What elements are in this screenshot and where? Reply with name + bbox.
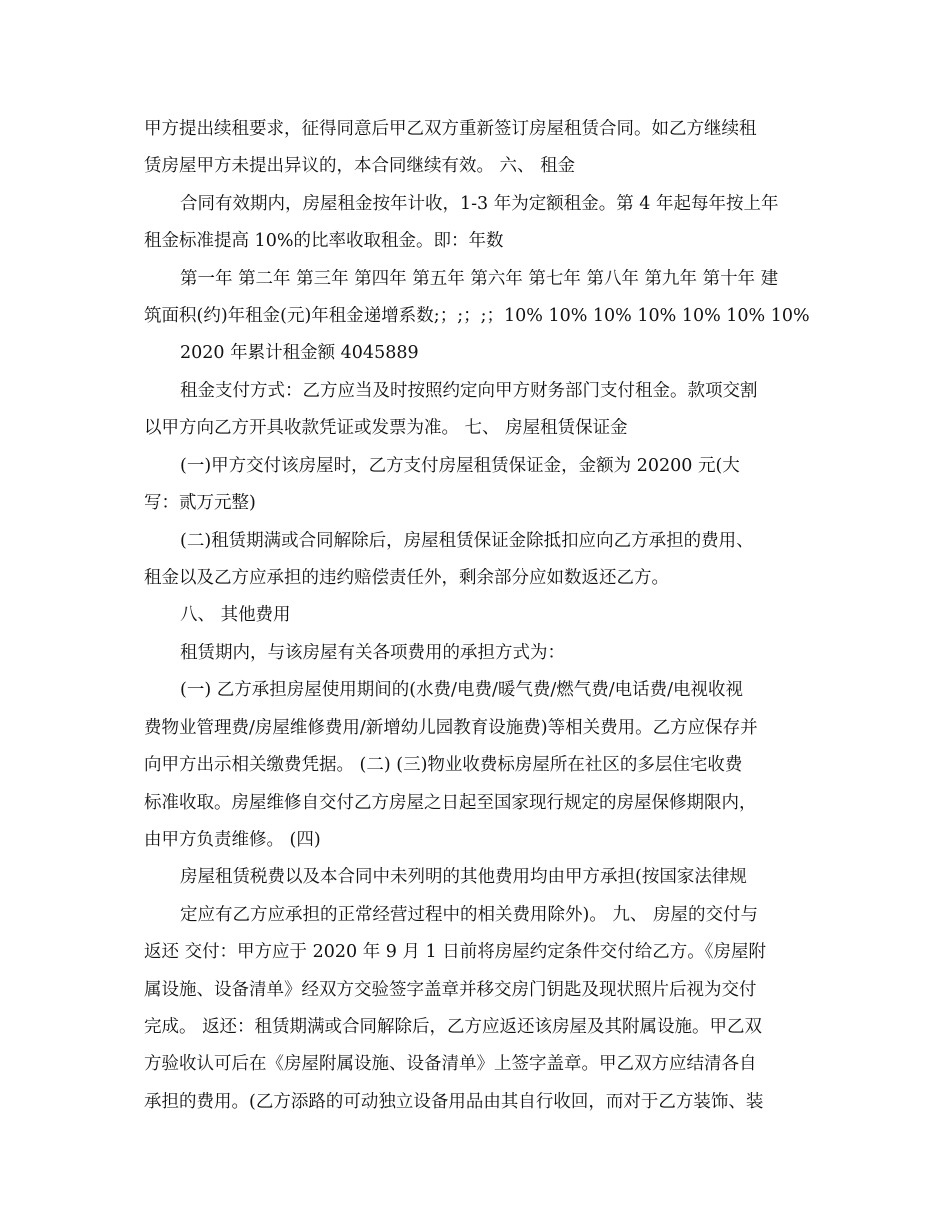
text-line: 写：贰万元整) — [144, 493, 256, 513]
text-line: 租金以及乙方应承担的违约赔偿责任外，剩余部分应如数返还乙方。 — [144, 568, 669, 588]
text-line: 房屋租赁税费以及本合同中未列明的其他费用均由甲方承担(按国家法律规 — [180, 867, 747, 887]
text-line: 方验收认可后在《房屋附属设施、设备清单》上签字盖章。甲乙双方应结清各自 — [144, 1054, 757, 1074]
text-line: 承担的费用。(乙方添路的可动独立设备用品由其自行收回，而对于乙方装饰、装 — [144, 1092, 764, 1112]
section-heading: 八、 其他费用 — [180, 605, 291, 625]
text-line: 赁房屋甲方未提出异议的，本合同继续有效。 六、 租金 — [144, 156, 576, 176]
text-line: 租赁期内，与该房屋有关各项费用的承担方式为： — [180, 643, 565, 663]
text-line: (二)租赁期满或合同解除后，房屋租赁保证金除抵扣应向乙方承担的费用、 — [180, 531, 754, 551]
text-line: 由甲方负责维修。 (四) — [144, 830, 321, 850]
text-line: 合同有效期内，房屋租金按年计收，1-3 年为定额租金。第 4 年起每年按上年 — [180, 194, 779, 214]
text-line: 向甲方出示相关缴费凭据。 (二) (三)物业收费标房屋所在社区的多层住宅收费 — [144, 755, 743, 775]
text-line: 费物业管理费/房屋维修费用/新增幼儿园教育设施费)等相关费用。乙方应保存并 — [144, 718, 758, 738]
text-line: (一)甲方交付该房屋时，乙方支付房屋租赁保证金，金额为 20200 元(大 — [180, 456, 740, 476]
text-line: (一) 乙方承担房屋使用期间的(水费/电费/暖气费/燃气费/电话费/电视收视 — [180, 680, 744, 700]
text-line: 第一年 第二年 第三年 第四年 第五年 第六年 第七年 第八年 第九年 第十年 建 — [180, 269, 779, 289]
text-line: 完成。 返还：租赁期满或合同解除后，乙方应返还该房屋及其附属设施。甲乙双 — [144, 1017, 763, 1037]
text-line: 2020 年累计租金额 4045889 — [180, 343, 419, 363]
text-line: 租金支付方式：乙方应当及时按照约定向甲方财务部门支付租金。款项交割 — [180, 381, 758, 401]
text-line: 以甲方向乙方开具收款凭证或发票为准。 七、 房屋租赁保证金 — [144, 418, 628, 438]
text-line: 属设施、设备清单》经双方交验签字盖章并移交房门钥匙及现状照片后视为交付 — [144, 980, 757, 1000]
text-line: 返还 交付：甲方应于 2020 年 9 月 1 日前将房屋约定条件交付给乙方。《房屋附 — [144, 942, 766, 962]
text-line: 标准收取。房屋维修自交付乙方房屋之日起至国家现行规定的房屋保修期限内， — [144, 793, 757, 813]
text-line: 筑面积(约)年租金(元)年租金递增系数;；;；;；10% 10% 10% 10% 10% 10% 10% — [144, 306, 810, 326]
text-line: 租金标准提高 10%的比率收取租金。即：年数 — [144, 231, 504, 251]
text-line: 甲方提出续租要求，征得同意后甲乙双方重新签订房屋租赁合同。如乙方继续租 — [144, 119, 757, 139]
text-line: 定应有乙方应承担的正常经营过程中的相关费用除外)。 九、 房屋的交付与 — [180, 905, 758, 925]
